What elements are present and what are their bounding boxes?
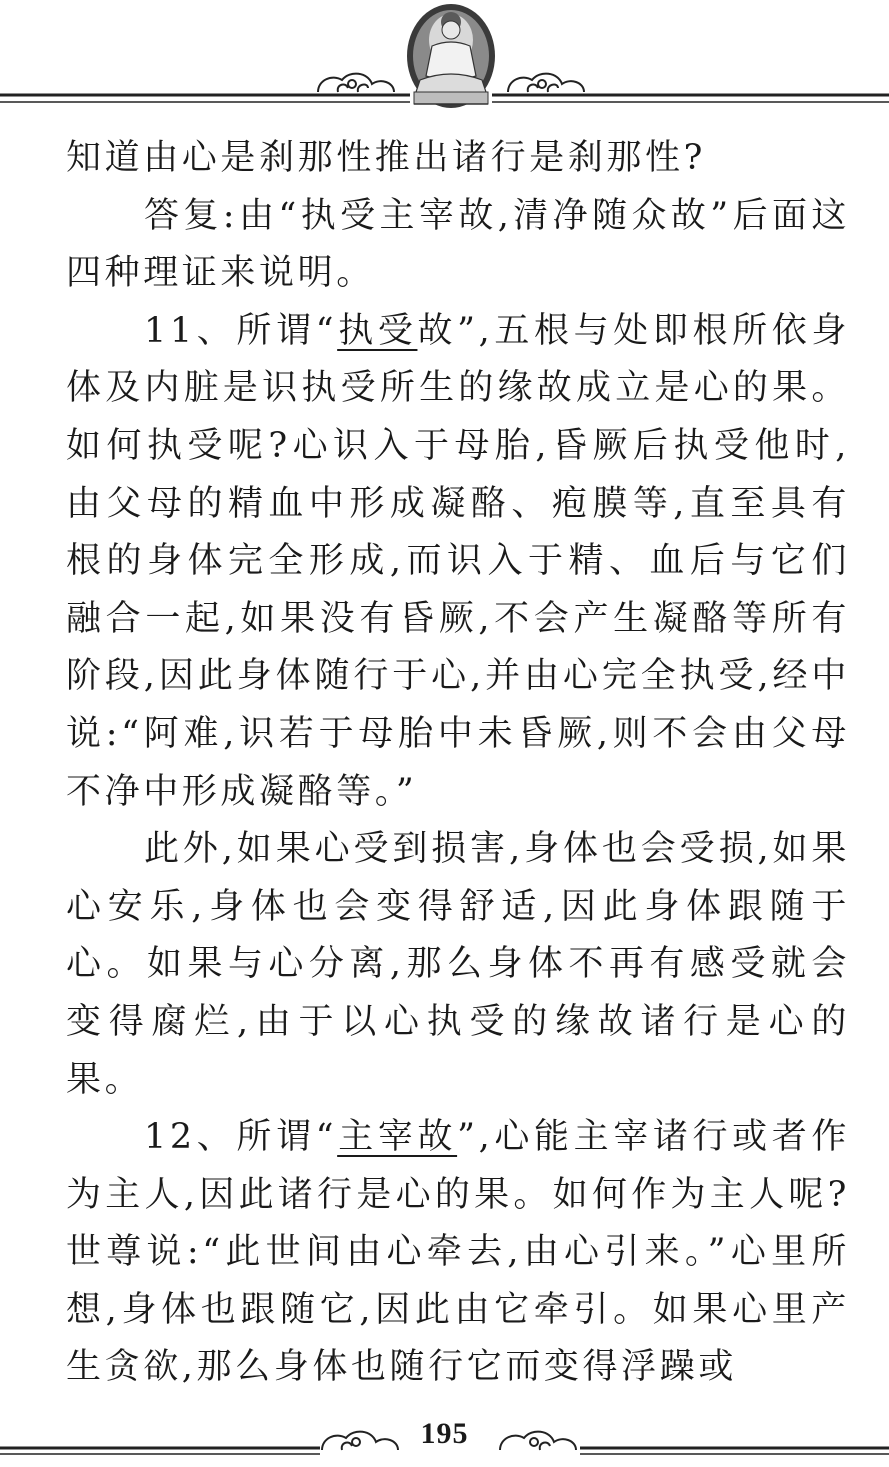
paragraph-3-lead: 11、所谓“ — [144, 310, 338, 351]
page-number: 195 — [420, 1417, 469, 1450]
paragraph-3 — [66, 303, 850, 821]
paragraph-5 — [66, 1109, 850, 1397]
paragraph-2: 答复:由“执受主宰故,清净随众故”后面这四种理证来说明。 — [66, 195, 850, 294]
header-ornament — [0, 0, 889, 115]
left-cloud-scroll-icon — [318, 74, 394, 92]
underlined-term-zhuzai: 主宰故 — [337, 1117, 458, 1158]
page-header — [0, 0, 889, 115]
right-cloud-scroll-icon — [508, 74, 584, 92]
paragraph-5-lead: 12、所谓“ — [144, 1117, 338, 1158]
page-body — [66, 130, 850, 1397]
underlined-term-zhishou: 执受 — [337, 310, 418, 351]
paragraph-4: 此外,如果心受到损害,身体也会受损,如果心安乐,身体也会变得舒适,因此身体跟随于心。如果与心分离,那么身体不再有感受就会变得腐烂,由于以心执受的缘故诸行是心的果。 — [66, 829, 850, 1100]
paragraph-3-body: 故”,五根与处即根所依身体及内脏是识执受所生的缘故成立是心的果。如何执受呢?心识入于母胎,昏厥后执受他时,由父母的精血中形成凝酪、疱膜等,直至具有根的身体完全形成,而识入于精、血后与它们融合一起,如果没有昏厥,不会产生凝酪等所有阶段,因此身体随行于心,并由心完全执受,经中说:“阿难,识若于母胎中未昏厥,则不会由父母不净中形成凝酪等。” — [66, 310, 850, 812]
seated-buddha-emblem-icon — [407, 4, 495, 108]
paragraph-1: 知道由心是刹那性推出诸行是刹那性? — [66, 138, 706, 178]
paragraph-5-body: ”,心能主宰诸行或者作为主人,因此诸行是心的果。如何作为主人呢?世尊说:“此世间由心牵去,由心引来。”心里所想,身体也跟随它,因此由它牵引。如果心里产生贪欲,那么身体也随行它而变得浮躁或 — [66, 1117, 850, 1388]
